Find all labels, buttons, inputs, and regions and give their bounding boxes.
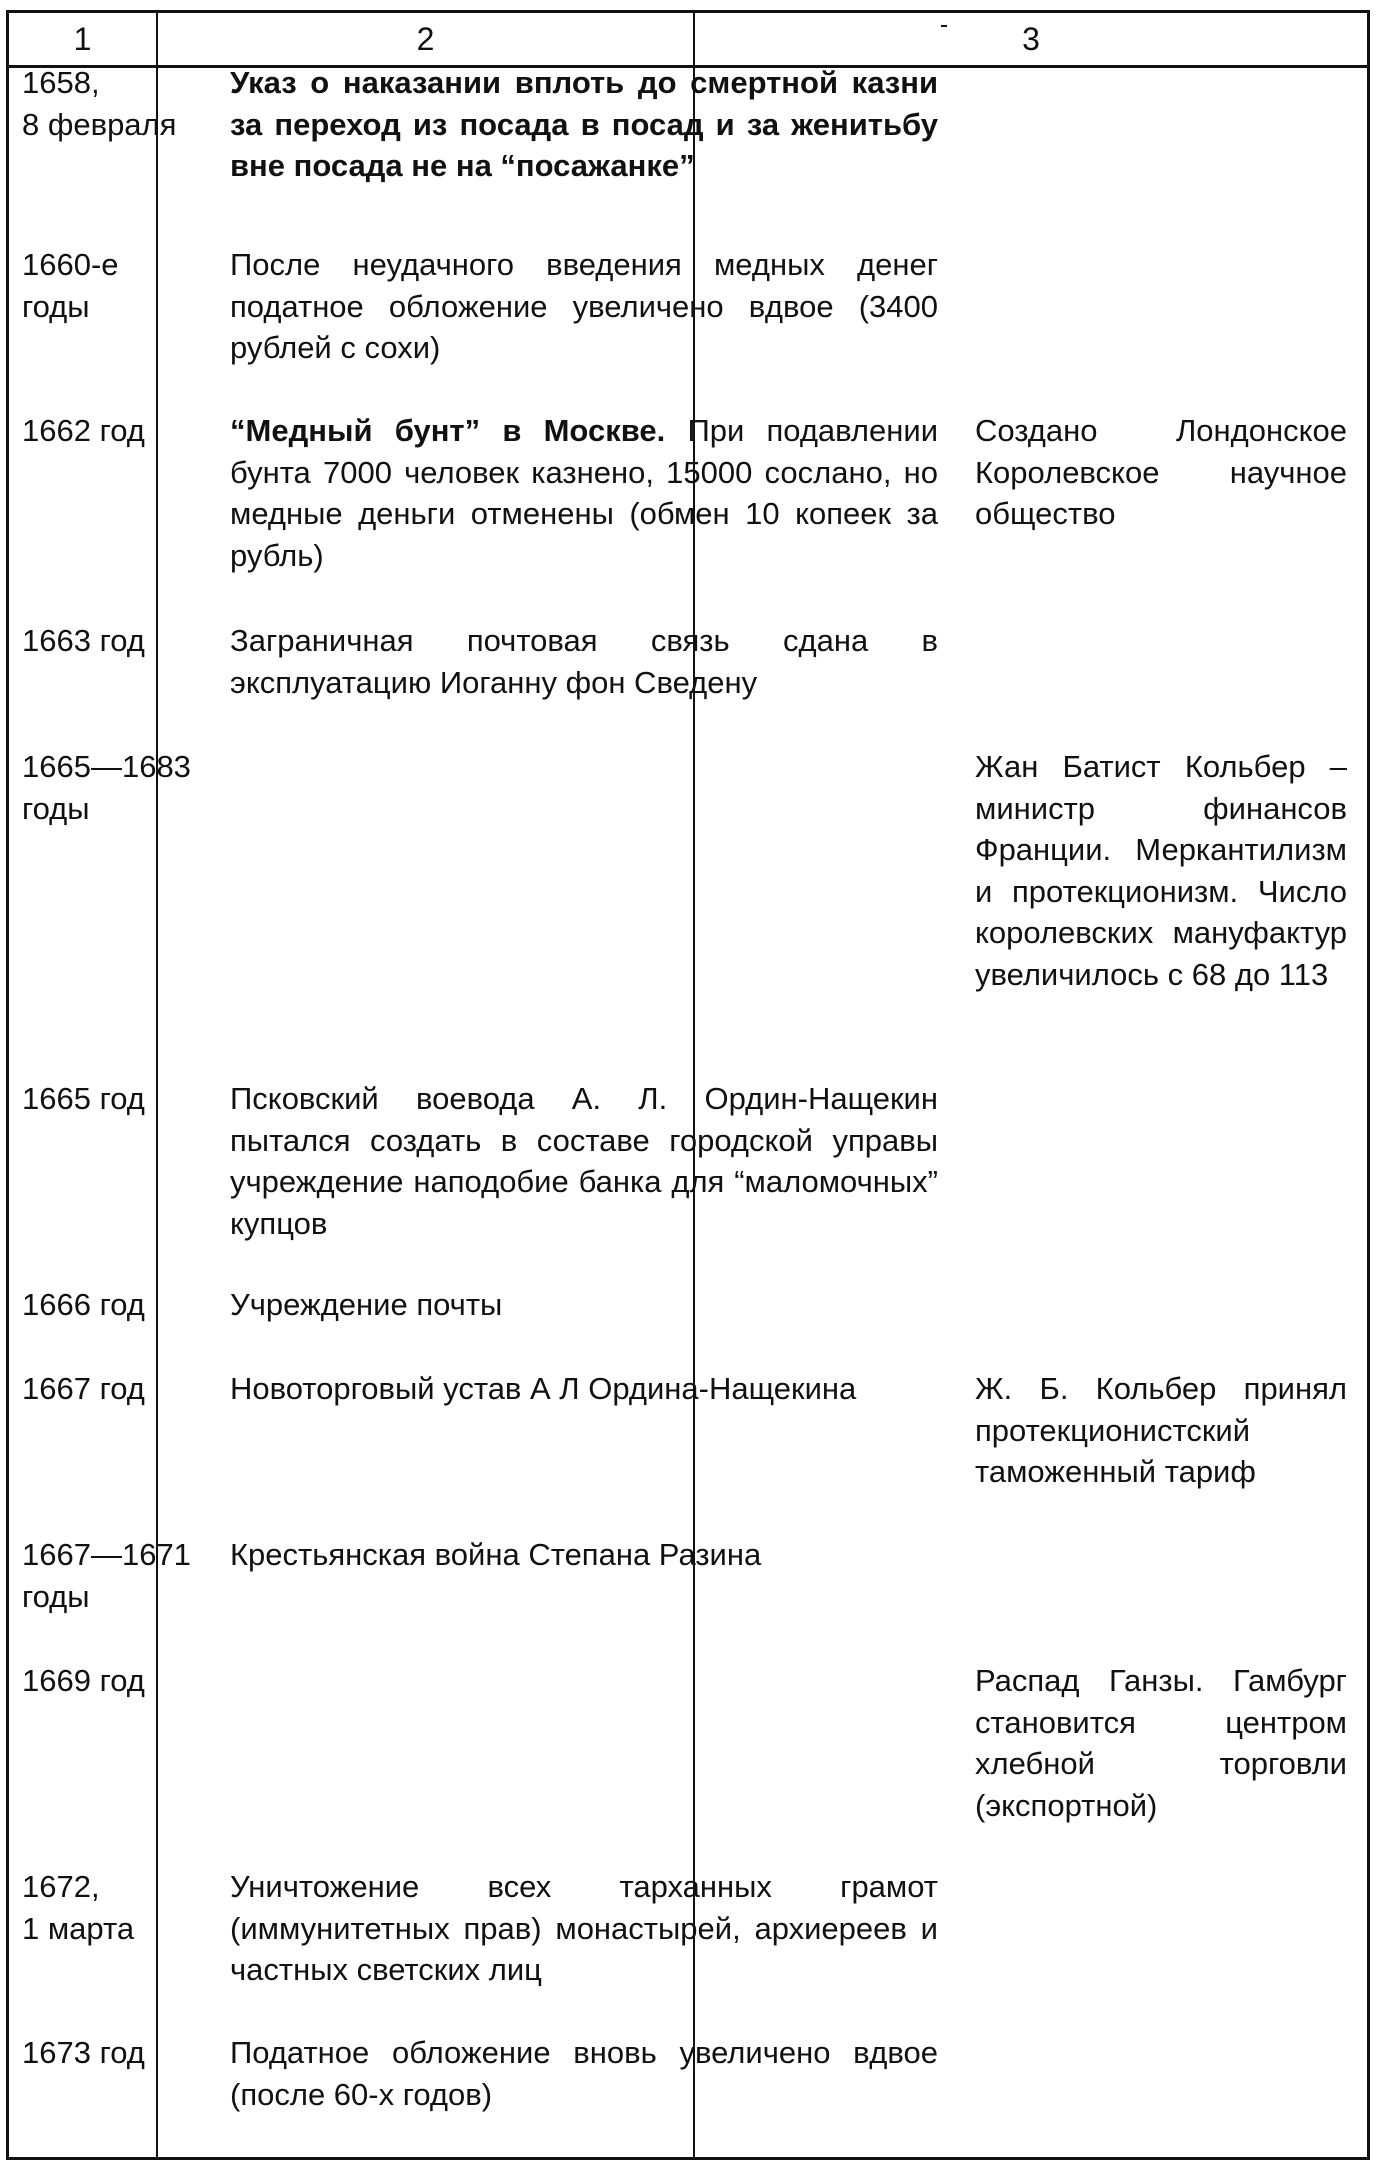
row-2-event: После неудачного введения медных денег податное обложение увеличено вдвое (3400 рублей с сохи) [230,247,938,365]
row-10-date: 1669 год [22,1663,145,1698]
row-6-event: Псковский воевода А. Л. Ордин-Нащекин пытался создать в составе городской управы учреждение наподобие банка для “маломочных” купцов [230,1081,938,1241]
row-11-date: 1672, 1 марта [22,1869,135,1946]
row-1-date: 1658, 8 февраля [22,65,177,142]
row-12-date: 1673 год [22,2035,145,2070]
header-col-2: 2 [416,21,435,57]
row-3-event-title: “Медный бунт” в Москве. [230,413,666,448]
row-9-date: 1667—1671 годы [22,1537,191,1614]
row-8-event: Новоторговый устав А Л Ордина-Нащекина [230,1371,857,1406]
row-11-event: Уничтожение всех тарханных грамот (иммунитетных прав) монастырей, архиереев и частных светских лиц [230,1869,938,1987]
row-7-event: Учреждение почты [230,1287,503,1322]
row-3-date: 1662 год [22,413,145,448]
row-8-date: 1667 год [22,1371,145,1406]
row-1-event: Указ о наказании вплоть до смертной казни за переход из посада в посад и за женитьбу вне посада не на “посажанке” [230,65,938,183]
row-8-world: Ж. Б. Кольбер принял протекционистский таможенный тариф [975,1371,1347,1489]
row-3-event-text: При подавлении бунта 7000 человек казнено, 15000 сослано, но медные деньги отменены (обмен 10 копеек за рубль) [230,413,939,573]
row-4-event: Заграничная почтовая связь сдана в эксплуатацию Иоганну фон Сведену [230,623,938,700]
row-5-date: 1665—1683 годы [22,749,191,826]
row-2-date: 1660-е годы [22,247,119,324]
row-9-event: Крестьянская война Степана Разина [230,1537,762,1572]
row-3-event [230,410,938,576]
row-10-world: Распад Ганзы. Гамбург становится центром хлебной торговли (экспортной) [975,1663,1347,1823]
row-5-world: Жан Батист Кольбер – министр финансов Франции. Меркантилизм и протекционизм. Число королевских мануфактур увеличилось с 68 до 113 [975,749,1347,992]
header-col-3: 3 [1022,21,1040,57]
row-12-event: Податное обложение вновь увеличено вдвое (после 60-х годов) [230,2035,938,2112]
row-3-world: Создано Лондонское Королевское научное общество [975,413,1347,531]
row-7-date: 1666 год [22,1287,145,1322]
row-4-date: 1663 год [22,623,145,658]
header-col-1: 1 [73,21,92,57]
row-6-date: 1665 год [22,1081,145,1116]
